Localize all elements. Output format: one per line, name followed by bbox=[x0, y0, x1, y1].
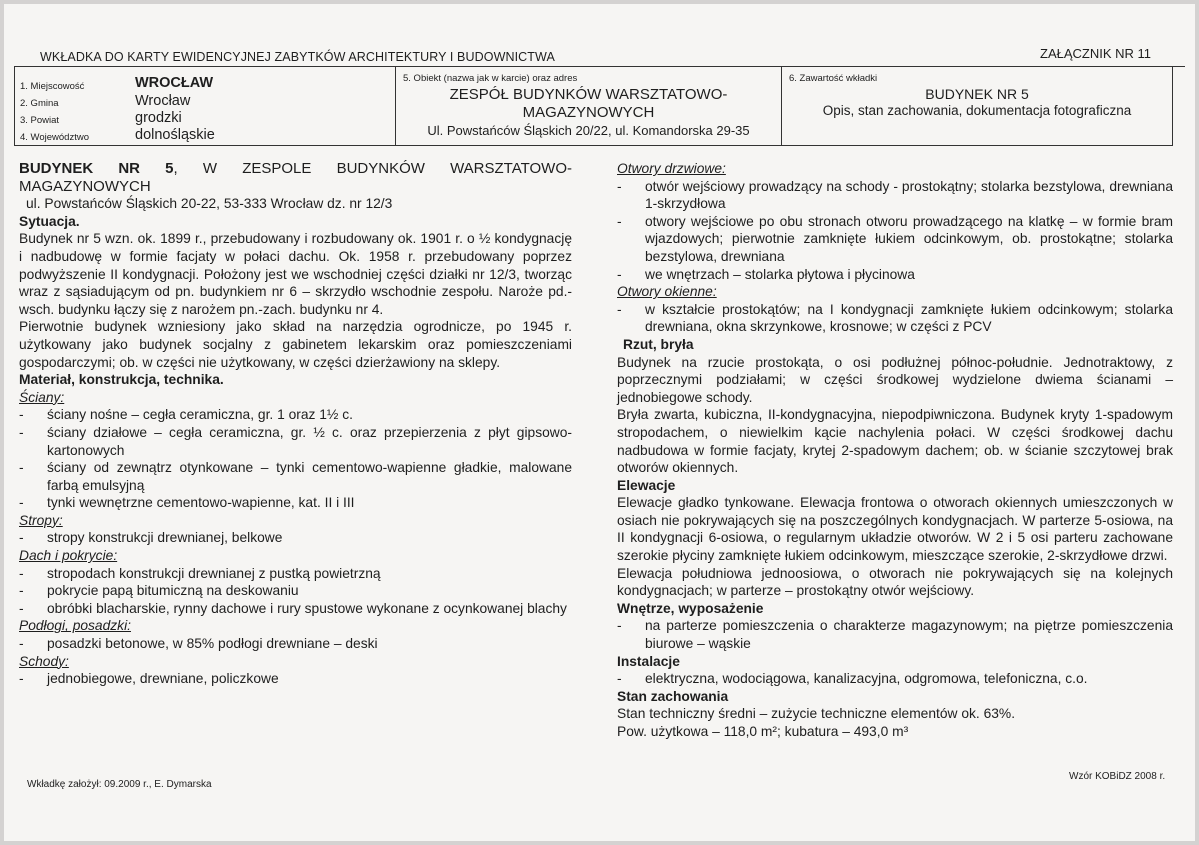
list-item: - elektryczna, wodociągowa, kanalizacyjna, odgromowa, telefoniczna, c.o. bbox=[617, 671, 1088, 687]
author-note: Wkładkę założył: 09.2009 r., E. Dymarska bbox=[27, 779, 212, 790]
elevations-paragraph: Elewacja południowa jednoosiowa, o otworach nie pokrywających się na kolejnych kondygnacjach; w parterze – prostokątny otwór wejściowy. bbox=[617, 565, 1173, 599]
object-label: 5. Obiekt (nazwa jak w karcie) oraz adres bbox=[403, 73, 578, 84]
stairs-heading: Schody: bbox=[19, 653, 69, 669]
voivodeship-label: 4. Województwo bbox=[20, 132, 89, 143]
situation-heading: Sytuacja. bbox=[19, 213, 80, 229]
template-note: Wzór KOBiDZ 2008 r. bbox=[1069, 771, 1166, 782]
plan-paragraph: Budynek na rzucie prostokąta, o osi podłużnej północ-południe. Jednotraktowy, z poprzecznymi podziałami; w części środkowej wydzielone dwiema ścianami – jednobiegowe schody. bbox=[617, 354, 1173, 405]
locality-label: 1. Miejscowość bbox=[20, 81, 85, 92]
district-value: grodzki bbox=[135, 110, 182, 126]
condition-paragraph: Stan techniczny średni – zużycie techniczne elementów ok. 63%. bbox=[617, 706, 1016, 722]
commune-value: Wrocław bbox=[135, 93, 191, 109]
list-item: - jednobiegowe, drewniane, policzkowe bbox=[19, 671, 279, 687]
interior-heading: Wnętrze, wyposażenie bbox=[617, 600, 764, 616]
list-item: - tynki wewnętrzne cementowo-wapienne, kat. II i III bbox=[19, 495, 355, 511]
ceilings-heading: Stropy: bbox=[19, 512, 63, 528]
document-header-title: WKŁADKA DO KARTY EWIDENCYJNEJ ZABYTKÓW ARCHITEKTURY I BUDOWNICTWA bbox=[40, 50, 555, 64]
list-item: - otwór wejściowy prowadzący na schody - prostokątny; stolarka bezstylowa, drewniana 1-skrzydłowa bbox=[617, 178, 1173, 212]
list-item: - posadzki betonowe, w 85% podłogi drewniane – deski bbox=[19, 636, 378, 652]
list-item: - ściany od zewnątrz otynkowane – tynki cementowo-wapienne gładkie, malowane farbą emulsyjną bbox=[19, 460, 572, 493]
list-item: - w kształcie prostokątów; na I kondygnacji zamknięte łukiem odcinkowym; stolarka drewniana, okna skrzynkowe, krosnowe; w części z PCV bbox=[617, 301, 1173, 335]
object-name-line2: MAGAZYNOWYCH bbox=[522, 104, 655, 121]
walls-heading: Ściany: bbox=[19, 389, 65, 405]
list-item: - na parterze pomieszczenia o charakterze magazynowym; na piętrze pomieszczenia biurowe – wąskie bbox=[617, 618, 1173, 652]
installations-heading: Instalacje bbox=[617, 653, 680, 669]
right-column bbox=[617, 160, 1173, 741]
voivodeship-value: dolnośląskie bbox=[135, 127, 215, 143]
building-heading-line2: MAGAZYNOWYCH bbox=[19, 177, 151, 195]
commune-label: 2. Gmina bbox=[20, 98, 59, 109]
situation-paragraph: Budynek nr 5 wzn. ok. 1899 r., przebudowany i rozbudowany ok. 1901 r. o ½ kondygnację i nadbudowę w formie facjaty w połaci dachu. Ok. 1958 r. przebudowany poprzez podwyższenie II kondygnacji. Położony jest we wschodniej części działki nr 12/3, tworząc wraz z sąsiadującym od pn. budynkiem nr 6 – skrzydło wschodnie zespołu. Naroże pd.-wsch. budynku łączy się z narożem pn.-zach. budynku nr 4. bbox=[19, 231, 572, 317]
plan-heading: Rzut, bryła bbox=[623, 336, 694, 352]
elevations-heading: Elewacje bbox=[617, 477, 676, 493]
area-volume: Pow. użytkowa – 118,0 m²; kubatura – 493,0 m³ bbox=[617, 724, 909, 739]
content-description: Opis, stan zachowania, dokumentacja fotograficzna bbox=[822, 103, 1132, 118]
condition-heading: Stan zachowania bbox=[617, 688, 729, 704]
info-table bbox=[14, 67, 1173, 146]
elevations-paragraph: Elewacje gładko tynkowane. Elewacja frontowa o otworach okiennych umieszczonych w osiach nie pokrywających się na poszczególnych kondygnacjach. W parterze 5-osiowa, na II kondygnacji 6-osiowa, o regularnym układzie otworów. W 2 i 5 osi parteru zachowane szerokie płyciny zamknięte łukiem odcinkowym, mieszczące szerokie, 2-skrzydłowe drzwi. bbox=[617, 495, 1173, 564]
building-address: ul. Powstańców Śląskich 20-22, 53-333 Wrocław dz. nr 12/3 bbox=[26, 196, 393, 212]
list-item: - stropy konstrukcji drewnianej, belkowe bbox=[19, 530, 283, 546]
object-address: Ul. Powstańców Śląskich 20/22, ul. Komandorska 29-35 bbox=[427, 123, 750, 138]
roof-heading: Dach i pokrycie: bbox=[19, 548, 118, 564]
floors-heading: Podłogi, posadzki: bbox=[19, 618, 131, 634]
list-item: - ściany nośne – cegła ceramiczna, gr. 1 oraz 1½ c. bbox=[19, 407, 353, 423]
object-name-line1: ZESPÓŁ BUDYNKÓW WARSZTATOWO- bbox=[449, 86, 728, 103]
district-label: 3. Powiat bbox=[20, 115, 60, 126]
list-item: - pokrycie papą bitumiczną na deskowaniu bbox=[19, 583, 299, 599]
attachment-number: ZAŁĄCZNIK NR 11 bbox=[1040, 46, 1152, 61]
material-heading: Materiał, konstrukcja, technika. bbox=[19, 372, 224, 388]
list-item: - otwory wejściowe po obu stronach otworu prowadzącego na klatkę – w formie bram wjazdowych; pierwotnie zamknięte łukiem odcinkowym, ob. prostokątne; stolarka bezstylowa, drewniana bbox=[617, 213, 1173, 264]
left-column bbox=[19, 160, 572, 688]
building-heading: BUDYNEK NR 5, W ZESPOLE BUDYNKÓW WARSZTATOWO- bbox=[19, 160, 573, 177]
windows-heading: Otwory okienne: bbox=[617, 284, 717, 300]
locality-value: WROCŁAW bbox=[135, 75, 214, 91]
situation-paragraph: Pierwotnie budynek wzniesiony jako skład na narzędzia ogrodnicze, po 1945 r. użytkowany jako budynek socjalny z gabinetem lekarskim oraz pomieszczeniami gospodarczymi; ob. w części nie użytkowany, w części dzierżawiony na sklepy. bbox=[19, 319, 572, 370]
list-item: - obróbki blacharskie, rynny dachowe i rury spustowe wykonane z ocynkowanej blachy bbox=[19, 600, 567, 616]
plan-paragraph: Bryła zwarta, kubiczna, II-kondygnacyjna, niepodpiwniczona. Budynek kryty 1-spadowym stropodachem, o niewielkim kącie nachylenia połaci. W części środkowej dachu nadbudowa w formie facjaty, krytej 2-spadowym dachem; ob. w ścianie szczytowej brak otworów okiennych. bbox=[617, 407, 1173, 476]
list-item: - stropodach konstrukcji drewnianej z pustką powietrzną bbox=[19, 565, 381, 581]
list-item: - ściany działowe – cegła ceramiczna, gr. ½ c. oraz przepierzenia z płyt gipsowo-kartonowych bbox=[19, 424, 572, 458]
list-item: - we wnętrzach – stolarka płytowa i płycinowa bbox=[617, 266, 915, 282]
content-label: 6. Zawartość wkładki bbox=[789, 73, 878, 84]
content-title: BUDYNEK NR 5 bbox=[925, 86, 1029, 102]
doors-heading: Otwory drzwiowe: bbox=[617, 161, 726, 176]
